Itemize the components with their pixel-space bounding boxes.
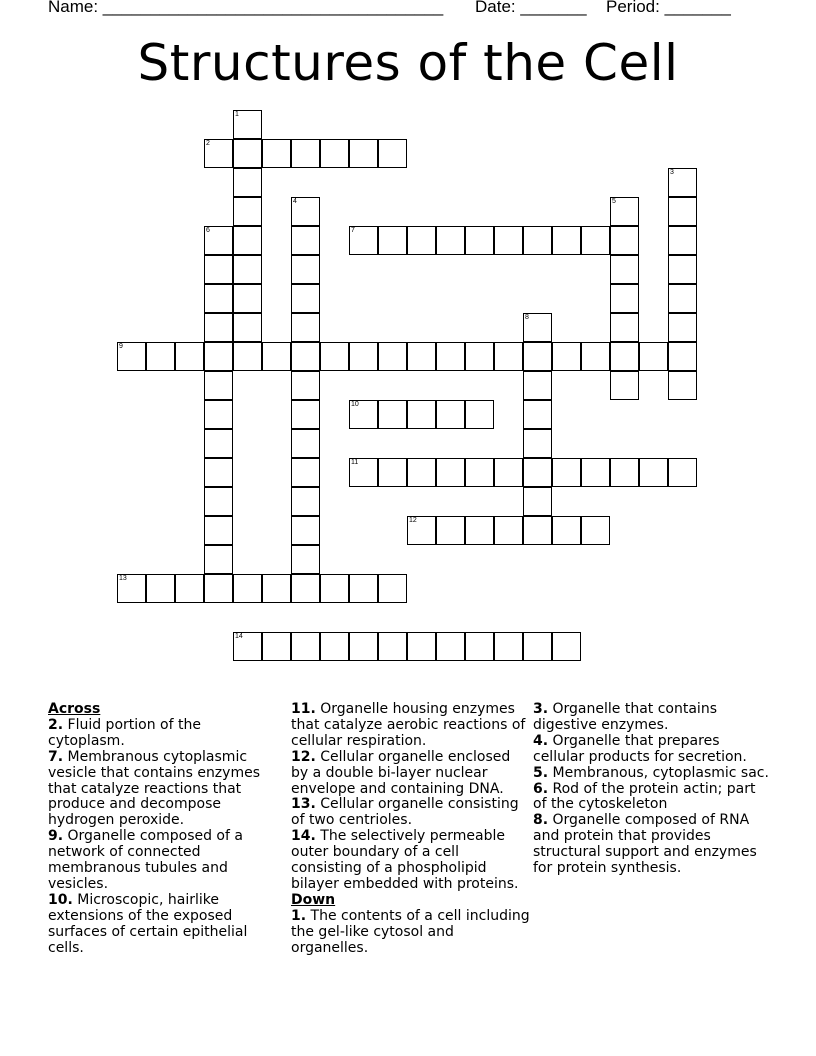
grid-cell[interactable]: [523, 487, 552, 516]
grid-cell[interactable]: [378, 632, 407, 661]
grid-cell[interactable]: [349, 574, 378, 603]
grid-cell[interactable]: [204, 458, 233, 487]
grid-cell[interactable]: [291, 197, 320, 226]
cell-number: 5: [612, 198, 616, 205]
grid-cell[interactable]: [291, 429, 320, 458]
clue-across: [291, 797, 531, 829]
grid-cell[interactable]: [204, 545, 233, 574]
grid-cell[interactable]: [233, 284, 262, 313]
grid-cell[interactable]: [233, 255, 262, 284]
grid-cell[interactable]: [581, 226, 610, 255]
grid-cell[interactable]: [523, 632, 552, 661]
cell-number: 6: [206, 227, 210, 234]
grid-cell[interactable]: [465, 516, 494, 545]
grid-cell[interactable]: [610, 342, 639, 371]
grid-cell[interactable]: [233, 226, 262, 255]
grid-cell[interactable]: [204, 342, 233, 371]
clue-number: 2.: [48, 716, 64, 733]
grid-cell[interactable]: [117, 574, 146, 603]
grid-cell[interactable]: [581, 342, 610, 371]
grid-cell[interactable]: [291, 371, 320, 400]
cell-number: 2: [206, 140, 210, 147]
grid-cell[interactable]: [291, 545, 320, 574]
clue-down: [533, 702, 773, 734]
grid-cell[interactable]: [233, 632, 262, 661]
grid-cell[interactable]: [291, 313, 320, 342]
clues-column-2: [291, 702, 531, 957]
cell-number: 8: [525, 314, 529, 321]
grid-cell[interactable]: [320, 139, 349, 168]
grid-cell[interactable]: [291, 284, 320, 313]
clue-text: Membranous, cytoplasmic sac.: [552, 764, 769, 781]
grid-cell[interactable]: [262, 342, 291, 371]
grid-cell[interactable]: [523, 400, 552, 429]
clue-text: Organelle composed of RNA and protein that provides structural support and enzymes for protein synthesis.: [533, 812, 757, 877]
grid-cell[interactable]: [494, 516, 523, 545]
grid-cell[interactable]: [436, 516, 465, 545]
grid-cell[interactable]: [349, 226, 378, 255]
clue-across: [48, 893, 280, 957]
grid-cell[interactable]: [668, 371, 697, 400]
grid-cell[interactable]: [175, 574, 204, 603]
page-title: Structures of the Cell: [137, 34, 679, 92]
across-heading: Across: [48, 701, 101, 717]
grid-cell[interactable]: [494, 632, 523, 661]
grid-cell[interactable]: [494, 458, 523, 487]
clue-across: [291, 829, 531, 893]
grid-cell[interactable]: [610, 313, 639, 342]
clue-text: Fluid portion of the cytoplasm.: [48, 716, 201, 749]
grid-cell[interactable]: [320, 574, 349, 603]
cell-number: 11: [351, 459, 359, 466]
grid-cell[interactable]: [639, 458, 668, 487]
cell-number: 12: [409, 517, 417, 524]
grid-cell[interactable]: [291, 226, 320, 255]
grid-cell[interactable]: [204, 371, 233, 400]
grid-cell[interactable]: [233, 342, 262, 371]
clue-number: 7.: [48, 748, 64, 765]
grid-cell[interactable]: [233, 313, 262, 342]
grid-cell[interactable]: [146, 574, 175, 603]
grid-cell[interactable]: [291, 574, 320, 603]
grid-cell[interactable]: [262, 632, 291, 661]
grid-cell[interactable]: [523, 342, 552, 371]
grid-cell[interactable]: [465, 458, 494, 487]
grid-cell[interactable]: [320, 342, 349, 371]
grid-cell[interactable]: [204, 139, 233, 168]
grid-cell[interactable]: [378, 139, 407, 168]
grid-cell[interactable]: [581, 458, 610, 487]
clue-across: [291, 702, 531, 750]
grid-cell[interactable]: [146, 342, 175, 371]
grid-cell[interactable]: [610, 255, 639, 284]
grid-cell[interactable]: [349, 342, 378, 371]
date-field-label: Date: _______: [475, 0, 587, 16]
clue-number: 14.: [291, 828, 316, 845]
grid-cell[interactable]: [668, 284, 697, 313]
clue-number: 6.: [533, 780, 549, 797]
grid-cell[interactable]: [436, 400, 465, 429]
grid-cell[interactable]: [407, 516, 436, 545]
grid-cell[interactable]: [465, 632, 494, 661]
grid-cell[interactable]: [465, 342, 494, 371]
cell-number: 1: [235, 111, 239, 118]
grid-cell[interactable]: [233, 139, 262, 168]
grid-cell[interactable]: [552, 458, 581, 487]
grid-cell[interactable]: [378, 342, 407, 371]
grid-cell[interactable]: [407, 342, 436, 371]
grid-cell[interactable]: [204, 255, 233, 284]
clue-text: Cellular organelle enclosed by a double bi-layer nuclear envelope and containing DNA.: [291, 748, 511, 797]
grid-cell[interactable]: [291, 487, 320, 516]
clue-across: [291, 750, 531, 798]
clue-text: Microscopic, hairlike extensions of the exposed surfaces of certain epithelial cells.: [48, 891, 248, 956]
grid-cell[interactable]: [204, 400, 233, 429]
grid-cell[interactable]: [378, 458, 407, 487]
clues-column-1: [48, 702, 280, 957]
cell-number: 3: [670, 169, 674, 176]
grid-cell[interactable]: [523, 458, 552, 487]
grid-cell[interactable]: [291, 139, 320, 168]
grid-cell[interactable]: [610, 371, 639, 400]
grid-cell[interactable]: [465, 226, 494, 255]
down-heading: Down: [291, 891, 336, 908]
period-field-label: Period: _______: [606, 0, 731, 16]
clue-text: The contents of a cell including the gel-like cytosol and organelles.: [291, 907, 530, 956]
grid-cell[interactable]: [349, 400, 378, 429]
clue-text: Rod of the protein actin; part of the cytoskeleton: [533, 780, 756, 813]
grid-cell[interactable]: [552, 226, 581, 255]
grid-cell[interactable]: [204, 226, 233, 255]
clue-number: 12.: [291, 748, 316, 765]
clue-across: [48, 750, 280, 830]
clue-down: [533, 782, 773, 814]
clue-down: [533, 766, 773, 782]
grid-cell[interactable]: [320, 632, 349, 661]
grid-cell[interactable]: [436, 632, 465, 661]
cell-number: 10: [351, 401, 359, 408]
clue-number: 13.: [291, 796, 316, 813]
grid-cell[interactable]: [668, 458, 697, 487]
grid-cell[interactable]: [523, 429, 552, 458]
clue-text: Cellular organelle consisting of two centrioles.: [291, 796, 519, 829]
grid-cell[interactable]: [117, 342, 146, 371]
grid-cell[interactable]: [175, 342, 204, 371]
grid-cell[interactable]: [233, 110, 262, 139]
grid-cell[interactable]: [204, 284, 233, 313]
grid-cell[interactable]: [291, 516, 320, 545]
clue-text: Organelle that contains digestive enzymes.: [533, 701, 717, 733]
clue-number: 4.: [533, 732, 549, 749]
cell-number: 7: [351, 227, 355, 234]
grid-cell[interactable]: [668, 197, 697, 226]
grid-cell[interactable]: [378, 400, 407, 429]
grid-cell[interactable]: [668, 226, 697, 255]
clue-down: [533, 734, 773, 766]
grid-cell[interactable]: [407, 400, 436, 429]
cell-number: 14: [235, 633, 243, 640]
cell-number: 4: [293, 198, 297, 205]
grid-cell[interactable]: [610, 226, 639, 255]
grid-cell[interactable]: [552, 342, 581, 371]
clue-down: [291, 909, 531, 957]
grid-cell[interactable]: [436, 458, 465, 487]
grid-cell[interactable]: [204, 487, 233, 516]
grid-cell[interactable]: [407, 458, 436, 487]
clue-down: [533, 813, 773, 877]
grid-cell[interactable]: [523, 371, 552, 400]
clue-across: [48, 829, 280, 893]
grid-cell[interactable]: [291, 400, 320, 429]
grid-cell[interactable]: [204, 313, 233, 342]
grid-cell[interactable]: [291, 342, 320, 371]
grid-cell[interactable]: [668, 168, 697, 197]
grid-cell[interactable]: [436, 226, 465, 255]
grid-cell[interactable]: [639, 342, 668, 371]
grid-cell[interactable]: [204, 429, 233, 458]
grid-cell[interactable]: [465, 400, 494, 429]
grid-cell[interactable]: [552, 632, 581, 661]
clue-number: 10.: [48, 891, 73, 908]
grid-cell[interactable]: [668, 255, 697, 284]
clue-number: 11.: [291, 701, 316, 717]
name-field-label: Name: ____________________________________: [48, 0, 444, 16]
clue-number: 8.: [533, 812, 549, 829]
grid-cell[interactable]: [668, 342, 697, 371]
grid-cell[interactable]: [349, 632, 378, 661]
cell-number: 9: [119, 343, 123, 350]
grid-cell[interactable]: [407, 632, 436, 661]
grid-cell[interactable]: [204, 516, 233, 545]
grid-cell[interactable]: [291, 458, 320, 487]
grid-cell[interactable]: [349, 139, 378, 168]
clue-text: The selectively permeable outer boundary of a cell consisting of a phospholipid bilayer embedded with proteins.: [291, 828, 519, 892]
grid-cell[interactable]: [610, 284, 639, 313]
grid-cell[interactable]: [610, 458, 639, 487]
grid-cell[interactable]: [581, 516, 610, 545]
grid-cell[interactable]: [349, 458, 378, 487]
grid-cell[interactable]: [523, 516, 552, 545]
clues-column-3: [533, 702, 773, 877]
grid-cell[interactable]: [233, 197, 262, 226]
clue-number: 9.: [48, 828, 64, 845]
grid-cell[interactable]: [262, 574, 291, 603]
grid-cell[interactable]: [233, 168, 262, 197]
grid-cell[interactable]: [378, 574, 407, 603]
clue-number: 1.: [291, 907, 307, 924]
clue-text: Organelle that prepares cellular products for secretion.: [533, 732, 747, 765]
grid-cell[interactable]: [523, 226, 552, 255]
grid-cell[interactable]: [407, 226, 436, 255]
clue-number: 5.: [533, 764, 549, 781]
grid-cell[interactable]: [233, 574, 262, 603]
grid-cell[interactable]: [291, 632, 320, 661]
grid-cell[interactable]: [262, 139, 291, 168]
grid-cell[interactable]: [378, 226, 407, 255]
cell-number: 13: [119, 575, 127, 582]
grid-cell[interactable]: [494, 342, 523, 371]
clue-text: Organelle housing enzymes that catalyze aerobic reactions of cellular respiration.: [291, 701, 526, 749]
clue-number: 3.: [533, 701, 549, 717]
grid-cell[interactable]: [552, 516, 581, 545]
grid-cell[interactable]: [523, 313, 552, 342]
grid-cell[interactable]: [291, 255, 320, 284]
clue-across: [48, 718, 280, 750]
grid-cell[interactable]: [436, 342, 465, 371]
grid-cell[interactable]: [668, 313, 697, 342]
clue-text: Organelle composed of a network of connected membranous tubules and vesicles.: [48, 828, 243, 892]
grid-cell[interactable]: [610, 197, 639, 226]
grid-cell[interactable]: [204, 574, 233, 603]
grid-cell[interactable]: [494, 226, 523, 255]
clue-text: Membranous cytoplasmic vesicle that contains enzymes that catalyze reactions that produce and decompose hydrogen peroxide.: [48, 748, 260, 829]
